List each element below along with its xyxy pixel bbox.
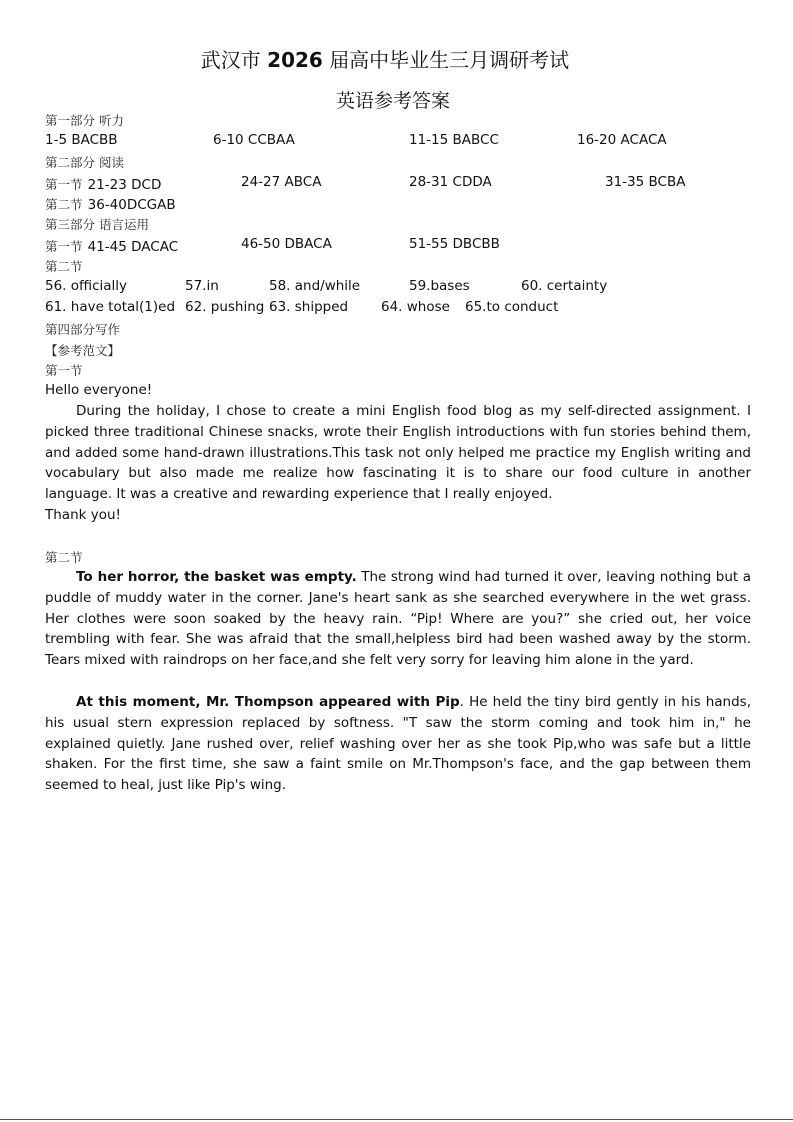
answer-11-15: 11-15 BABCC <box>409 132 499 148</box>
part2-label: 第二部分 阅读 <box>45 155 124 170</box>
title-year: 2026 <box>267 48 323 72</box>
essay2-p2-body: . He held the tiny bird gently in his hands, his usual stern expression replaced by softness. "T saw the storm coming and took him in," he explained quietly. Jane rushed over, relief washing over her as she took Pip,who was safe but a little shaken. For the first time, she saw a faint smile on Mr.Thompson's face, and the gap between them seemed to heal, just like Pip's wing. <box>45 694 751 794</box>
answer-1-5: 1-5 BACBB <box>45 132 118 148</box>
part4-sec2-label: 第二节 <box>45 550 83 565</box>
answer-31-35: 31-35 BCBA <box>605 174 686 190</box>
answer-65: 65.to conduct <box>465 299 559 315</box>
answer-21-23: 21-23 DCD <box>87 177 162 193</box>
answer-24-27: 24-27 ABCA <box>241 174 322 190</box>
answer-16-20: 16-20 ACACA <box>577 132 667 148</box>
exam-title <box>0 44 770 73</box>
answer-62: 62. pushing <box>185 299 265 315</box>
answer-60: 60. certainty <box>521 278 608 294</box>
part2-sec1-row <box>45 174 161 193</box>
part4-label: 第四部分写作 <box>45 322 121 337</box>
essay2-p1-lead: To her horror, the basket was empty. <box>76 569 357 585</box>
title-city: 武汉市 <box>200 48 261 72</box>
essay1-closing: Thank you! <box>45 507 121 523</box>
essay2-paragraph-2 <box>45 692 751 796</box>
answer-36-40: 36-40DCGAB <box>87 197 176 213</box>
answer-key-subtitle: 英语参考答案 <box>335 90 450 112</box>
answer-57: 57.in <box>185 278 219 294</box>
page-bottom-rule <box>0 1119 793 1120</box>
answer-46-50: 46-50 DBACA <box>241 236 332 252</box>
answer-64: 64. whose <box>381 299 450 315</box>
title-rest: 届高中毕业生三月调研考试 <box>329 48 570 72</box>
part3-label: 第三部分 语言运用 <box>45 217 149 232</box>
answer-28-31: 28-31 CDDA <box>409 174 492 190</box>
essay1-greeting: Hello everyone! <box>45 382 153 398</box>
answer-58: 58. and/while <box>269 278 361 294</box>
answer-51-55: 51-55 DBCBB <box>409 236 500 252</box>
part2-sec1-label: 第一节 <box>45 177 83 192</box>
part3-sec1-label: 第一节 <box>45 239 83 254</box>
answer-59: 59.bases <box>409 278 470 294</box>
essay1-body: During the holiday, I chose to create a mini English food blog as my self-directed assignment. I picked three traditional Chinese snacks, wrote their English introductions with fun stories behind them, and added some hand-drawn illustrations.This task not only helped me practice my English writing and vocabulary but also made me realize how fascinating it is to share our food culture in another language. It was a creative and rewarding experience that I really enjoyed. <box>45 403 751 503</box>
answer-63: 63. shipped <box>269 299 349 315</box>
part2-sec2-row <box>45 194 176 213</box>
essay2-paragraph-1 <box>45 567 751 671</box>
essay2-p2-lead: At this moment, Mr. Thompson appeared with Pip <box>76 694 460 710</box>
part1-label: 第一部分 听力 <box>45 113 124 128</box>
part3-sec1-row <box>45 236 178 255</box>
answer-61: 61. have total(1)ed <box>45 299 176 315</box>
sample-essay-label: 【参考范文】 <box>45 343 121 358</box>
essay2-p1-body: The strong wind had turned it over, leaving nothing but a puddle of muddy water in the corner. Jane's heart sank as she searched everywhere in the wet grass. Her clothes were soon soaked by the heavy rain. “Pip! Where are you?” she cried out, her voice trembling with fear. She was afraid that the small,helpless bird had been washed away by the storm. Tears mixed with raindrops on her face,and she felt very sorry for leaving him alone in the yard. <box>45 569 751 669</box>
part3-sec2-label: 第二节 <box>45 259 83 274</box>
answer-6-10: 6-10 CCBAA <box>213 132 295 148</box>
part4-sec1-label: 第一节 <box>45 363 83 378</box>
part2-sec2-label: 第二节 <box>45 197 83 212</box>
answer-41-45: 41-45 DACAC <box>87 239 179 255</box>
answer-56: 56. officially <box>45 278 128 294</box>
